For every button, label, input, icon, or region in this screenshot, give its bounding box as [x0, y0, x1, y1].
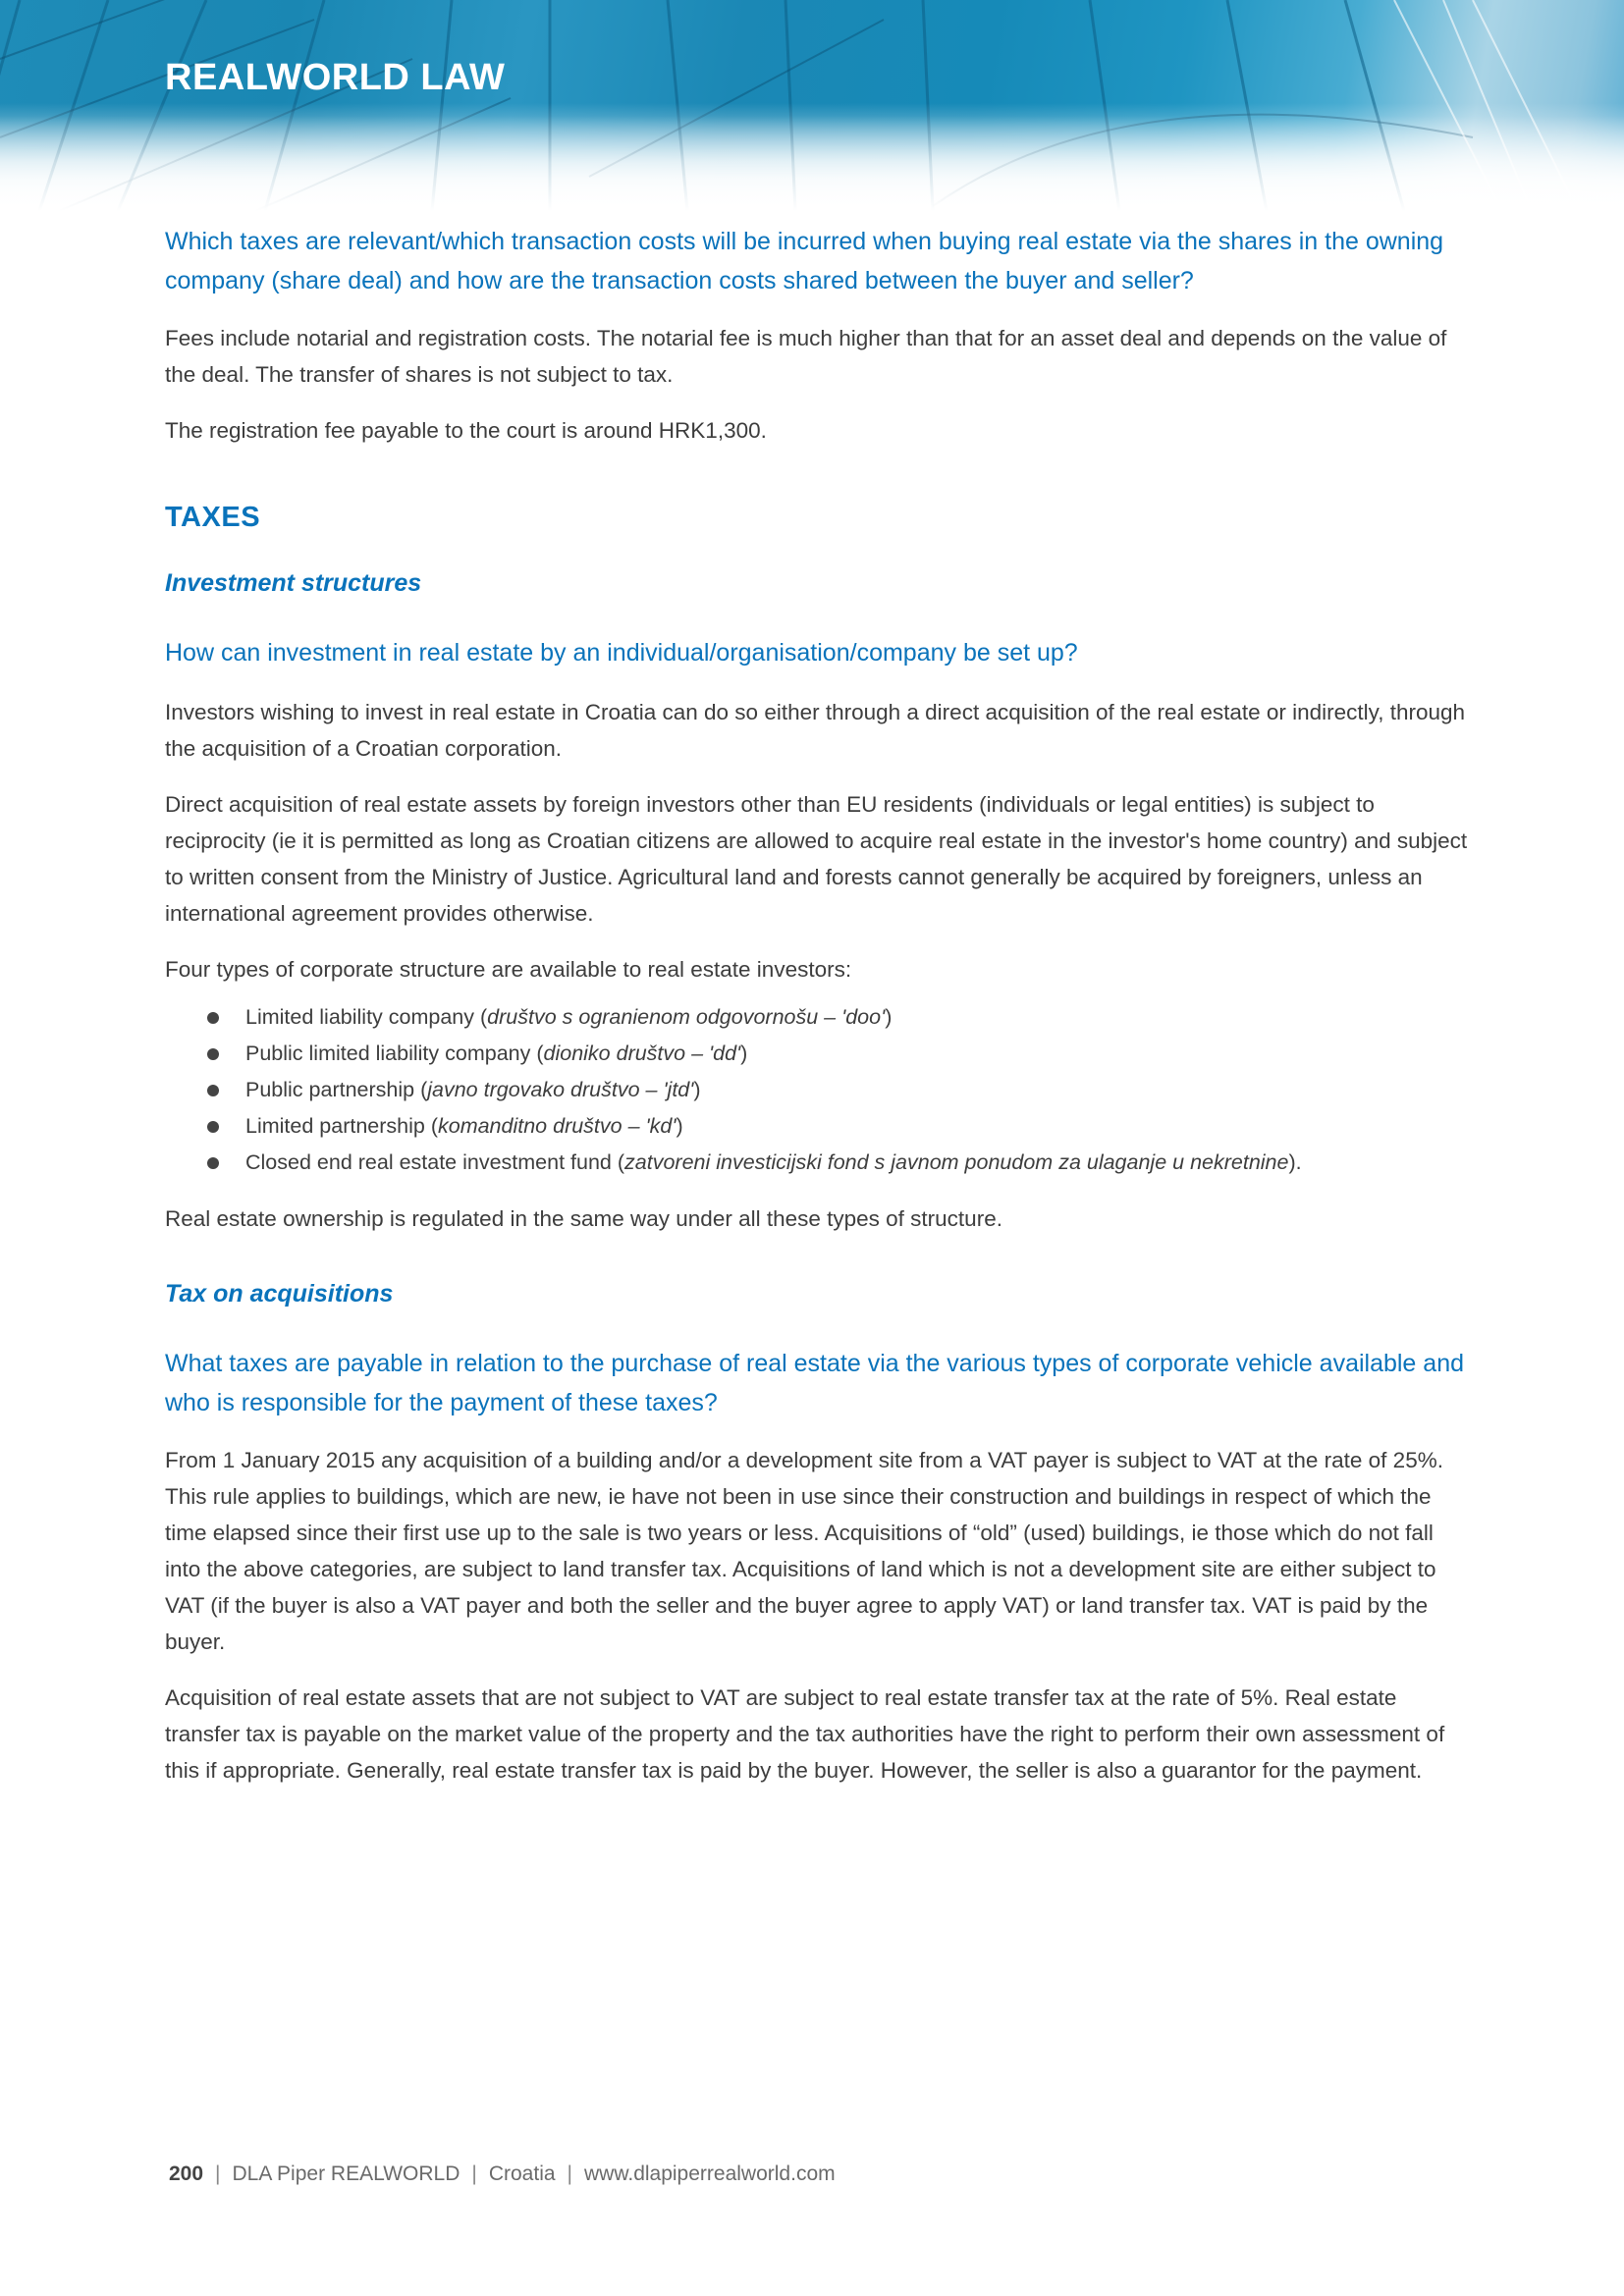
list-item: Limited liability company (društvo s ogranienom odgovornošu – 'doo')	[165, 999, 1471, 1036]
structures-closing-paragraph: Real estate ownership is regulated in the same way under all these types of structure.	[165, 1206, 1002, 1231]
subheading-investment-structures: Investment structures	[165, 569, 422, 597]
footer-separator: |	[567, 2163, 573, 2185]
investment-paragraph: Investors wishing to invest in real estate in Croatia can do so either through a direct acquisition of the real estate or indirectly, through the acquisition of a Croatian corporation.	[165, 700, 1466, 761]
list-item: Closed end real estate investment fund (zatvoreni investicijski fond s javnom ponudom za ulaganje u nekretnine).	[165, 1145, 1471, 1181]
banner-title: REALWORLD LAW	[165, 57, 506, 98]
page-number: 200	[169, 2163, 204, 2185]
bullet-icon	[207, 1157, 219, 1169]
share-deal-paragraph: The registration fee payable to the court is around HRK1,300.	[165, 418, 767, 443]
footer-separator: |	[471, 2163, 477, 2185]
tax-on-acquisitions-question: What taxes are payable in relation to the purchase of real estate via the various types of corporate vehicle available and who is responsible for the payment of these taxes?	[165, 1350, 1464, 1416]
investment-paragraph: Direct acquisition of real estate assets by foreign investors other than EU residents (individuals or legal entities) is subject to reciprocity (ie it is permitted as long as Croatian citizens are allowed to acquire real estate in the investor's home country) and subject to written consent from the Ministry of Justice. Agricultural land and forests cannot generally be acquired by foreigners, unless an international agreement provides otherwise.	[165, 792, 1468, 926]
acquisitions-paragraph: Acquisition of real estate assets that are not subject to VAT are subject to real estate transfer tax at the rate of 5%. Real estate transfer tax is payable on the market value of the property and the tax authorities have the right to perform their own assessment of this if appropriate. Generally, real estate transfer tax is paid by the buyer. However, the seller is also a guarantor for the payment.	[165, 1685, 1445, 1783]
banner-fade	[0, 103, 1624, 211]
list-item: Public limited liability company (dioniko društvo – 'dd')	[165, 1036, 1471, 1072]
share-deal-paragraph: Fees include notarial and registration costs. The notarial fee is much higher than that for an asset deal and depends on the value of the deal. The transfer of shares is not subject to tax.	[165, 326, 1447, 387]
bullet-icon	[207, 1048, 219, 1060]
bullet-icon	[207, 1085, 219, 1096]
corporate-structures-list	[165, 999, 1471, 1181]
list-item: Limited partnership (komanditno društvo – 'kd')	[165, 1108, 1471, 1145]
bullet-icon	[207, 1121, 219, 1133]
header-banner	[0, 0, 1624, 211]
investment-paragraph: Four types of corporate structure are available to real estate investors:	[165, 957, 852, 982]
page-footer	[169, 2163, 836, 2186]
footer-separator: |	[215, 2163, 221, 2185]
section-heading-taxes: TAXES	[165, 502, 261, 533]
page-content	[165, 222, 1471, 1789]
footer-website-link[interactable]: www.dlapiperrealworld.com	[584, 2163, 836, 2185]
share-deal-question: Which taxes are relevant/which transaction costs will be incurred when buying real estate via the shares in the owning company (share deal) and how are the transaction costs shared between the buyer and seller?	[165, 228, 1444, 294]
acquisitions-paragraph: From 1 January 2015 any acquisition of a building and/or a development site from a VAT payer is subject to VAT at the rate of 25%. This rule applies to buildings, which are new, ie have not been in use since their construction and buildings in respect of which the time elapsed since their first use up to the sale is two years or less. Acquisitions of “old” (used) buildings, ie those which do not fall into the above categories, are subject to land transfer tax. Acquisitions of land which is not a development site are either subject to VAT (if the buyer is also a VAT payer and both the seller and the buyer agree to apply VAT) or land transfer tax. VAT is paid by the buyer.	[165, 1448, 1443, 1654]
bullet-icon	[207, 1012, 219, 1024]
footer-publication: DLA Piper REALWORLD	[232, 2163, 460, 2185]
footer-country: Croatia	[488, 2163, 556, 2185]
list-item: Public partnership (javno trgovako društvo – 'jtd')	[165, 1072, 1471, 1108]
investment-structures-question: How can investment in real estate by an individual/organisation/company be set up?	[165, 639, 1078, 667]
subheading-tax-on-acquisitions: Tax on acquisitions	[165, 1280, 394, 1308]
